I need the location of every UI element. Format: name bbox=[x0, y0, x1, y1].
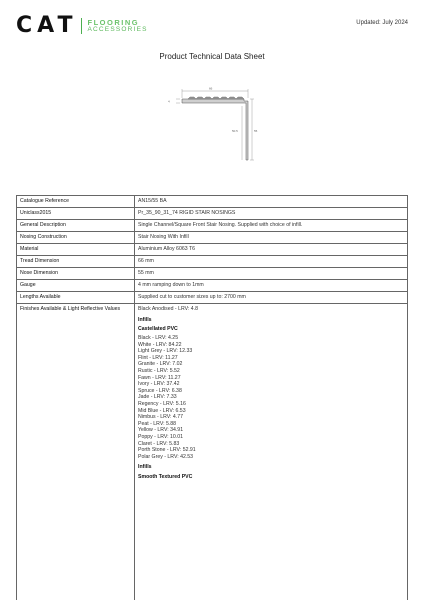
spec-label: Material bbox=[17, 243, 135, 255]
logo-subtitle bbox=[87, 19, 147, 33]
castellated-infill bbox=[188, 97, 244, 99]
finish-item: Granite - LRV: 7.02 bbox=[138, 361, 183, 368]
spec-row bbox=[17, 231, 408, 243]
spec-value: 55 mm bbox=[135, 267, 408, 279]
finish-item: Black - LRV: 4.25 bbox=[138, 335, 179, 342]
spec-row bbox=[17, 291, 408, 303]
finishes-row bbox=[17, 303, 408, 600]
finish-item: Fawn - LRV: 11.27 bbox=[138, 374, 181, 381]
logo-subtitle-line-1: FLOORING bbox=[87, 18, 140, 27]
finishes-label: Finishes Available & Light Reflective Values bbox=[17, 303, 135, 600]
finish-item: Porth Stone - LRV: 52.91 bbox=[138, 447, 196, 454]
updated-date: Updated: July 2024 bbox=[356, 20, 408, 26]
finish-item: Poppy - LRV: 10.01 bbox=[138, 433, 183, 440]
spec-row bbox=[17, 219, 408, 231]
nosing-profile bbox=[182, 99, 248, 160]
infills-heading: Infills bbox=[138, 464, 152, 471]
finish-item: Claret - LRV: 5.83 bbox=[138, 440, 180, 447]
document-title: Product Technical Data Sheet bbox=[159, 52, 265, 61]
spec-label: Uniclass2015 bbox=[17, 207, 135, 219]
spec-value: Single Channel/Square Front Stair Nosing. Supplied with choice of infill. bbox=[135, 219, 408, 231]
spec-label: Catalogue Reference bbox=[17, 196, 135, 208]
logo-wordmark: CAT bbox=[16, 13, 78, 38]
dimension-label-inner: 50.5 bbox=[232, 129, 238, 133]
finish-item: Nimbus - LRV: 4.77 bbox=[138, 414, 183, 421]
spec-value: 66 mm bbox=[135, 255, 408, 267]
spec-row bbox=[17, 207, 408, 219]
finishes-value bbox=[135, 303, 408, 600]
finish-item: Rustic - LRV: 5.52 bbox=[138, 368, 180, 374]
finish-item: Regency - LRV: 5.16 bbox=[138, 400, 186, 407]
page-header bbox=[0, 0, 424, 52]
spec-label: Gauge bbox=[17, 279, 135, 291]
spec-row bbox=[17, 196, 408, 208]
spec-value: AN15/55 BA bbox=[135, 196, 408, 208]
spec-row bbox=[17, 279, 408, 291]
dimension-label-left: 4 bbox=[168, 99, 170, 104]
finish-item: Flint - LRV: 11.27 bbox=[138, 354, 178, 361]
brand-logo bbox=[16, 15, 148, 37]
stair-nosing-profile-drawing bbox=[160, 84, 270, 164]
spec-value: Stair Nosing With Infill bbox=[135, 231, 408, 243]
spec-table bbox=[16, 195, 408, 600]
finish-item: White - LRV: 84.22 bbox=[138, 341, 182, 348]
dimension-label-top: 66 bbox=[209, 86, 213, 91]
spec-value: Aluminium Alloy 6063 T6 bbox=[135, 243, 408, 255]
spec-value: Supplied cut to customer sizes up to: 2700 mm bbox=[135, 291, 408, 303]
spec-label: Lengths Available bbox=[17, 291, 135, 303]
spec-label: Nosing Construction bbox=[17, 231, 135, 243]
dimension-label-right: 55 bbox=[254, 129, 258, 133]
spec-label: Nose Dimension bbox=[17, 267, 135, 279]
finish-item: Jade - LRV: 7.33 bbox=[138, 394, 177, 401]
logo-divider bbox=[81, 18, 82, 34]
finish-item: Light Grey - LRV: 12.33 bbox=[138, 348, 193, 355]
spec-label: Tread Dimension bbox=[17, 255, 135, 267]
finish-item: Yellow - LRV: 34.91 bbox=[138, 427, 184, 434]
finish-item: Ivory - LRV: 37.42 bbox=[138, 381, 180, 388]
finish-item: Peat - LRV: 5.88 bbox=[138, 420, 177, 427]
finish-item: Polar Grey - LRV: 42.53 bbox=[138, 453, 194, 460]
spec-value: 4 mm ramping down to 1mm bbox=[135, 279, 408, 291]
infill-group-heading: Smooth Textured PVC bbox=[138, 473, 193, 480]
logo-subtitle-line-2: ACCESSORIES bbox=[87, 26, 148, 33]
finish-base: Black Anodised - LRV: 4.8 bbox=[138, 306, 198, 313]
finish-item: Spruce - LRV: 6.38 bbox=[138, 387, 182, 394]
infill-group-heading: Castellated PVC bbox=[138, 326, 178, 333]
spec-row bbox=[17, 267, 408, 279]
spec-row bbox=[17, 255, 408, 267]
infills-heading: Infills bbox=[138, 316, 152, 323]
finish-item: Mid Blue - LRV: 6.53 bbox=[138, 407, 186, 414]
spec-row bbox=[17, 243, 408, 255]
spec-label: General Description bbox=[17, 219, 135, 231]
spec-value: Pr_35_90_31_74 RIGID STAIR NOSINGS bbox=[135, 207, 408, 219]
